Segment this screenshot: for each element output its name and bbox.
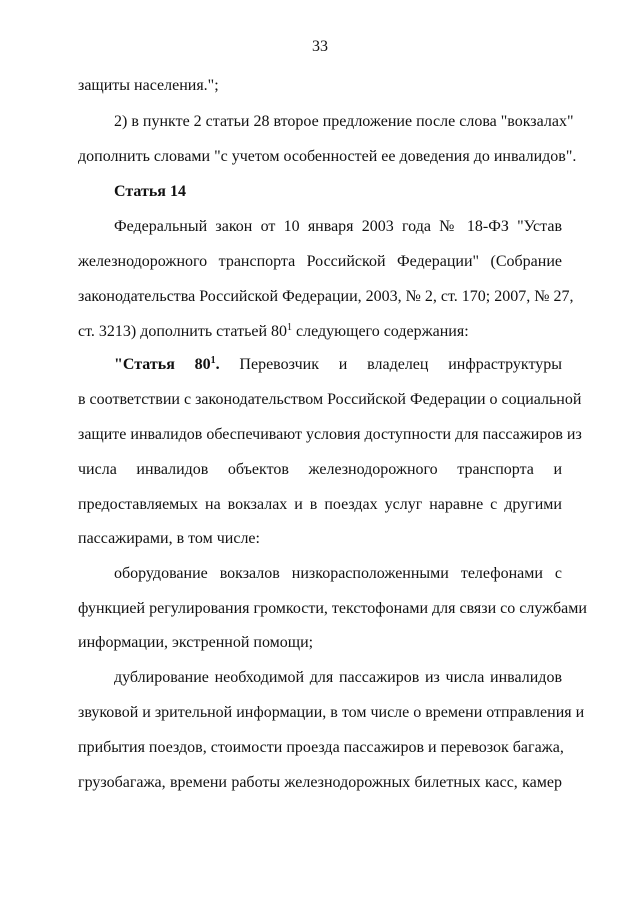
text-segment: . <box>215 356 220 373</box>
superscript: 1 <box>287 322 293 333</box>
text-line: прибытия поездов, стоимости проезда пассажиров и перевозок багажа, <box>78 739 564 756</box>
text-line: информации, экстренной помощи; <box>78 634 314 651</box>
text-line: дублирование необходимой для пассажиров из числа инвалидов <box>114 669 562 686</box>
text-segment: следующего содержания: <box>292 323 469 340</box>
text-line <box>78 320 562 344</box>
superscript: 1 <box>210 355 216 366</box>
text-segment: "Статья 80 <box>114 356 211 373</box>
text-segment: ст. 3213) дополнить статьей 80 <box>78 323 288 340</box>
text-line: грузобагажа, времени работы железнодорожных билетных касс, камер <box>78 774 562 791</box>
text-line: оборудование вокзалов низкорасположенными телефонами с <box>114 565 562 582</box>
text-line <box>114 353 562 377</box>
text-line: Федеральный закон от 10 января 2003 года № 18-ФЗ "Устав <box>114 218 562 235</box>
text-line: защите инвалидов обеспечивают условия доступности для пассажиров из <box>78 426 582 443</box>
text-segment: Перевозчик и владелец инфраструктуры <box>219 356 563 373</box>
text-line: предоставляемых на вокзалах и в поездах услуг наравне с другими <box>78 496 562 513</box>
text-line: в соответствии с законодательством Российской Федерации о социальной <box>78 391 582 408</box>
article-title <box>114 356 220 373</box>
article-heading: Статья 14 <box>114 183 186 200</box>
text-line: дополнить словами "с учетом особенностей ее доведения до инвалидов". <box>78 148 577 165</box>
text-line: законодательства Российской Федерации, 2003, № 2, ст. 170; 2007, № 27, <box>78 288 574 305</box>
text-line: 2) в пункте 2 статьи 28 второе предложение после слова "вокзалах" <box>114 113 574 130</box>
text-line: защиты населения."; <box>78 77 219 94</box>
text-line: пассажирами, в том числе: <box>78 530 260 547</box>
page-number: 33 <box>312 38 328 55</box>
text-line: числа инвалидов объектов железнодорожного транспорта и <box>78 461 562 478</box>
text-line: железнодорожного транспорта Российской Федерации" (Собрание <box>78 253 562 270</box>
text-line: звуковой и зрительной информации, в том числе о времени отправления и <box>78 704 585 721</box>
text-line: функцией регулирования громкости, текстофонами для связи со службами <box>78 600 587 617</box>
